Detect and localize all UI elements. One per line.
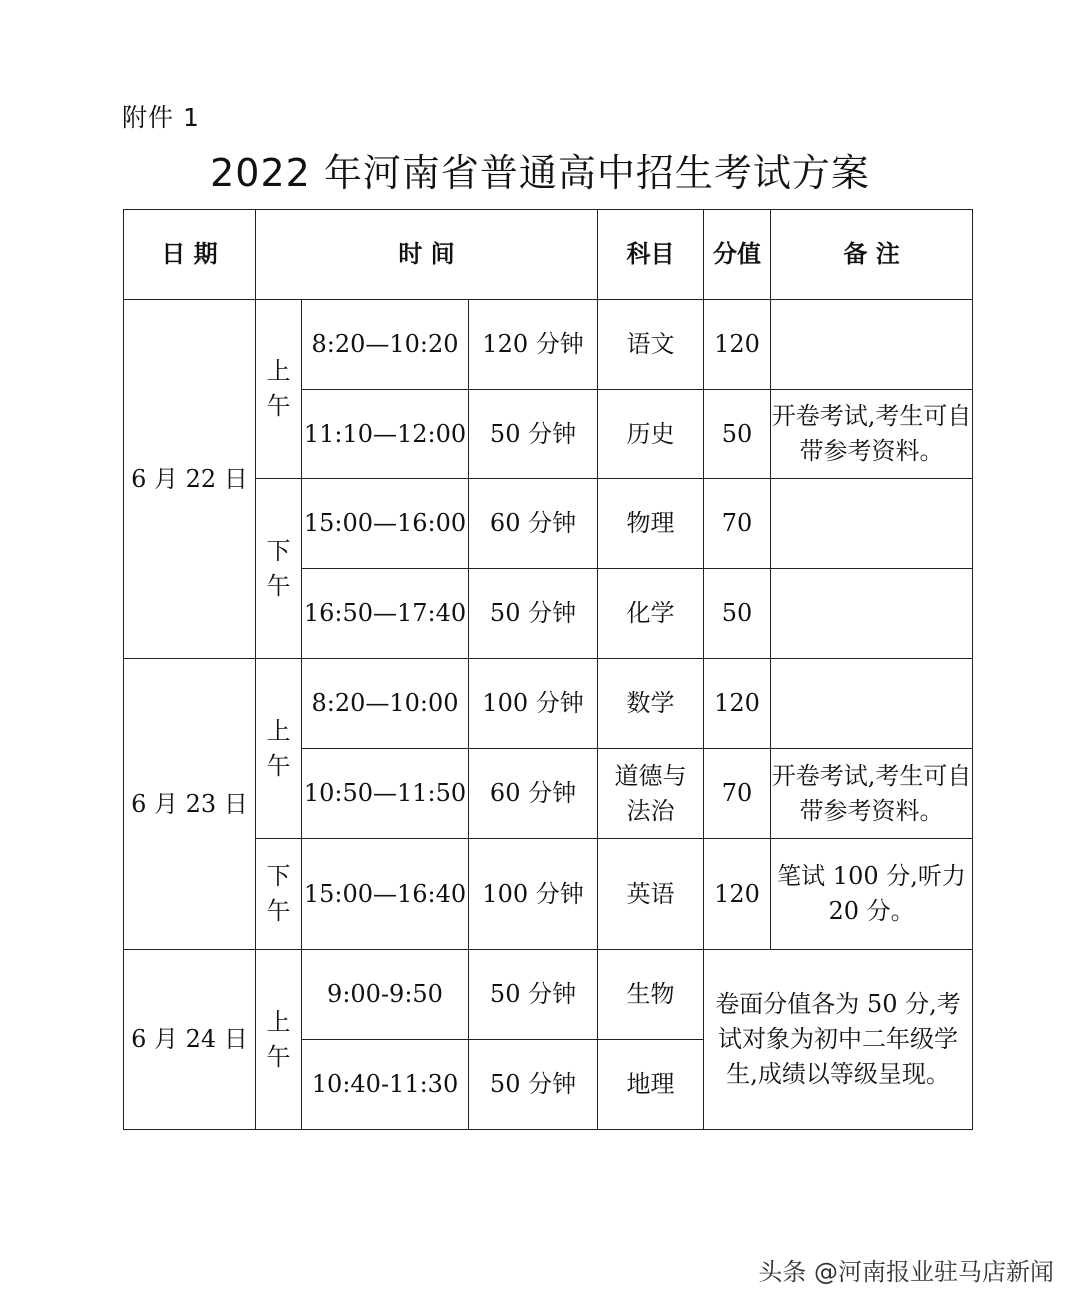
score-cell: 70 — [704, 479, 771, 569]
date-cell: 6 月 24 日 — [124, 950, 256, 1130]
duration-cell: 50 分钟 — [469, 1040, 598, 1130]
note-cell: 笔试 100 分,听力 20 分。 — [771, 839, 973, 950]
table-row — [124, 950, 973, 1040]
subject-cell: 生物 — [598, 950, 704, 1040]
header-score: 分值 — [704, 210, 771, 300]
note-cell — [771, 659, 973, 749]
subject-cell: 物理 — [598, 479, 704, 569]
subject-cell: 历史 — [598, 390, 704, 479]
time-cell: 15:00—16:40 — [302, 839, 469, 950]
score-cell: 120 — [704, 659, 771, 749]
date-cell: 6 月 23 日 — [124, 659, 256, 950]
duration-cell: 50 分钟 — [469, 950, 598, 1040]
period-morning: 上 午 — [256, 950, 302, 1130]
subject-cell: 语文 — [598, 300, 704, 390]
time-cell: 8:20—10:20 — [302, 300, 469, 390]
score-cell: 120 — [704, 300, 771, 390]
duration-cell: 50 分钟 — [469, 569, 598, 659]
time-cell: 15:00—16:00 — [302, 479, 469, 569]
duration-cell: 100 分钟 — [469, 839, 598, 950]
note-cell — [771, 300, 973, 390]
time-cell: 16:50—17:40 — [302, 569, 469, 659]
score-cell: 70 — [704, 749, 771, 839]
note-cell: 开卷考试,考生可自带参考资料。 — [771, 390, 973, 479]
duration-cell: 60 分钟 — [469, 479, 598, 569]
duration-cell: 60 分钟 — [469, 749, 598, 839]
page-title: 2022 年河南省普通高中招生考试方案 — [210, 151, 870, 195]
note-cell — [771, 479, 973, 569]
time-cell: 8:20—10:00 — [302, 659, 469, 749]
note-cell: 开卷考试,考生可自带参考资料。 — [771, 749, 973, 839]
score-cell: 50 — [704, 569, 771, 659]
time-cell: 9:00-9:50 — [302, 950, 469, 1040]
period-afternoon: 下 午 — [256, 839, 302, 950]
attachment-label: 附件 1 — [122, 103, 200, 132]
note-cell — [771, 569, 973, 659]
header-date: 日 期 — [124, 210, 256, 300]
table-row — [124, 300, 973, 390]
subject-cell: 化学 — [598, 569, 704, 659]
merged-note-cell: 卷面分值各为 50 分,考试对象为初中二年级学生,成绩以等级呈现。 — [704, 950, 973, 1130]
date-cell: 6 月 22 日 — [124, 300, 256, 659]
duration-cell: 120 分钟 — [469, 300, 598, 390]
duration-cell: 50 分钟 — [469, 390, 598, 479]
subject-cell: 地理 — [598, 1040, 704, 1130]
subject-cell: 道德与法治 — [598, 749, 704, 839]
period-morning: 上 午 — [256, 300, 302, 479]
score-cell: 120 — [704, 839, 771, 950]
table-row — [124, 659, 973, 749]
period-morning: 上 午 — [256, 659, 302, 839]
duration-cell: 100 分钟 — [469, 659, 598, 749]
time-cell: 10:40-11:30 — [302, 1040, 469, 1130]
subject-cell: 英语 — [598, 839, 704, 950]
period-afternoon: 下 午 — [256, 479, 302, 659]
header-time: 时 间 — [256, 210, 598, 300]
score-cell: 50 — [704, 390, 771, 479]
time-cell: 11:10—12:00 — [302, 390, 469, 479]
header-subject: 科目 — [598, 210, 704, 300]
exam-schedule-table — [123, 209, 973, 1130]
time-cell: 10:50—11:50 — [302, 749, 469, 839]
subject-cell: 数学 — [598, 659, 704, 749]
header-notes: 备 注 — [771, 210, 973, 300]
footer-watermark: 头条 @河南报业驻马店新闻 — [758, 1258, 1054, 1286]
table-header-row — [124, 210, 973, 300]
